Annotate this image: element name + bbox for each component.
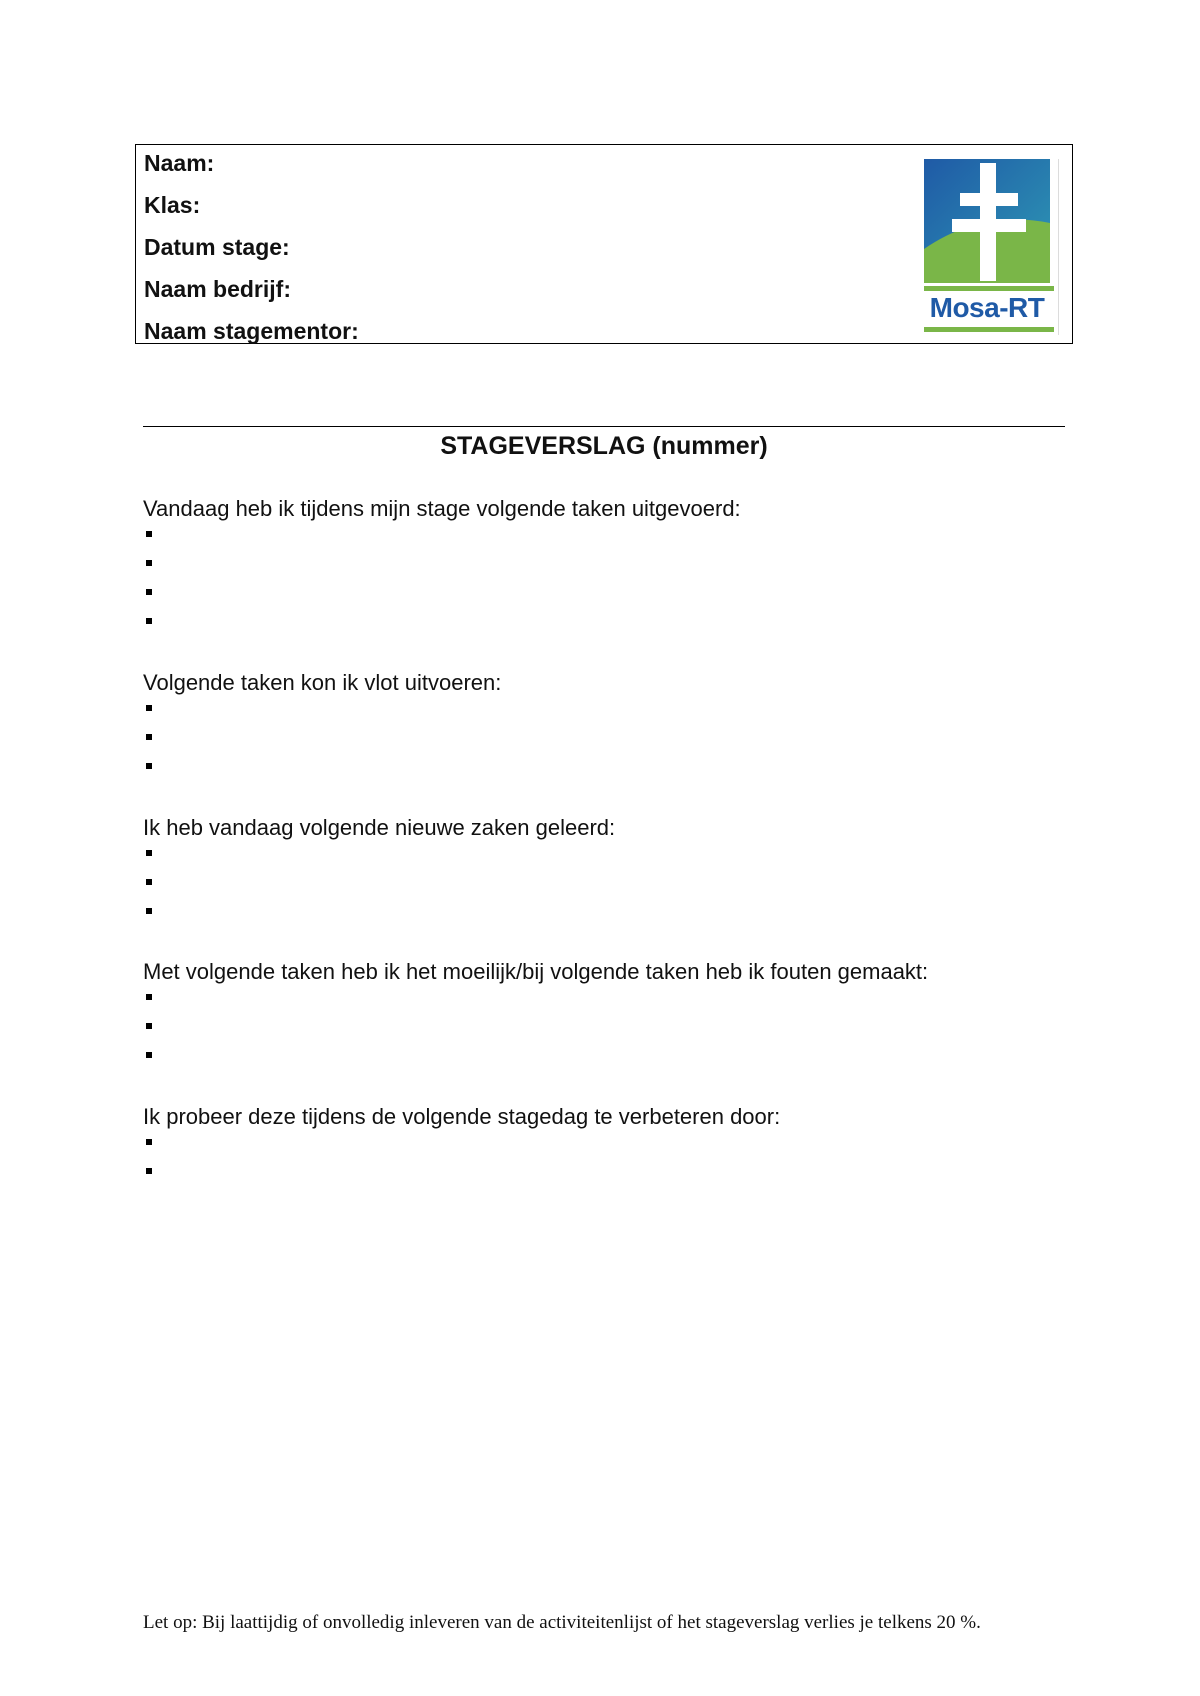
square-bullet-icon <box>146 994 152 1000</box>
square-bullet-icon <box>146 705 152 711</box>
student-info-box <box>135 144 1073 344</box>
bullet-item <box>143 553 1083 582</box>
bullet-item <box>143 1016 1083 1045</box>
square-bullet-icon <box>146 618 152 624</box>
field-datum-stage: Datum stage: <box>144 234 290 260</box>
section-heading: Ik heb vandaag volgende nieuwe zaken geleerd: <box>143 815 616 840</box>
bullet-item <box>143 582 1083 611</box>
page-title: STAGEVERSLAG (nummer) <box>440 432 768 460</box>
bullet-item <box>143 987 1083 1016</box>
section-moeilijk-fouten <box>143 957 1083 1074</box>
bullet-item <box>143 524 1083 553</box>
square-bullet-icon <box>146 879 152 885</box>
field-naam-stagementor: Naam stagementor: <box>144 318 359 344</box>
square-bullet-icon <box>146 908 152 914</box>
logo-tagline-bottom <box>924 327 1054 332</box>
square-bullet-icon <box>146 850 152 856</box>
section-heading: Ik probeer deze tijdens de volgende stagedag te verbeteren door: <box>143 1104 781 1129</box>
square-bullet-icon <box>146 1139 152 1145</box>
logo-tagline-top <box>924 286 1054 291</box>
square-bullet-icon <box>146 531 152 537</box>
bullet-item <box>143 1045 1083 1074</box>
square-bullet-icon <box>146 1168 152 1174</box>
square-bullet-icon <box>146 1023 152 1029</box>
section-nieuwe-zaken <box>143 813 1083 930</box>
square-bullet-icon <box>146 589 152 595</box>
bullet-item <box>143 1132 1083 1161</box>
mosa-rt-logo <box>922 159 1059 335</box>
bullet-item <box>143 698 1083 727</box>
section-heading: Met volgende taken heb ik het moeilijk/bij volgende taken heb ik fouten gemaakt: <box>143 959 929 984</box>
logo-wordmark: Mosa-RT <box>929 292 1045 323</box>
section-vlot-uitvoeren <box>143 668 1083 785</box>
field-klas: Klas: <box>144 192 201 218</box>
square-bullet-icon <box>146 734 152 740</box>
bullet-item <box>143 1161 1083 1190</box>
bullet-item <box>143 901 1083 930</box>
section-taken-uitgevoerd <box>143 494 1083 640</box>
bullet-item <box>143 727 1083 756</box>
square-bullet-icon <box>146 560 152 566</box>
bullet-item <box>143 756 1083 785</box>
cross-logo-icon <box>922 159 1052 283</box>
footnote: Let op: Bij laattijdig of onvolledig inleveren van de activiteitenlijst of het stageverslag verlies je telkens 20 %. <box>143 1612 981 1633</box>
bullet-item <box>143 872 1083 901</box>
bullet-item <box>143 843 1083 872</box>
title-divider <box>143 426 1065 427</box>
section-heading: Volgende taken kon ik vlot uitvoeren: <box>143 670 502 695</box>
info-fields <box>144 148 359 358</box>
square-bullet-icon <box>146 1052 152 1058</box>
square-bullet-icon <box>146 763 152 769</box>
field-naam-bedrijf: Naam bedrijf: <box>144 276 291 302</box>
section-verbeteren <box>143 1102 1083 1190</box>
section-heading: Vandaag heb ik tijdens mijn stage volgende taken uitgevoerd: <box>143 496 741 521</box>
bullet-item <box>143 611 1083 640</box>
field-naam: Naam: <box>144 150 215 176</box>
